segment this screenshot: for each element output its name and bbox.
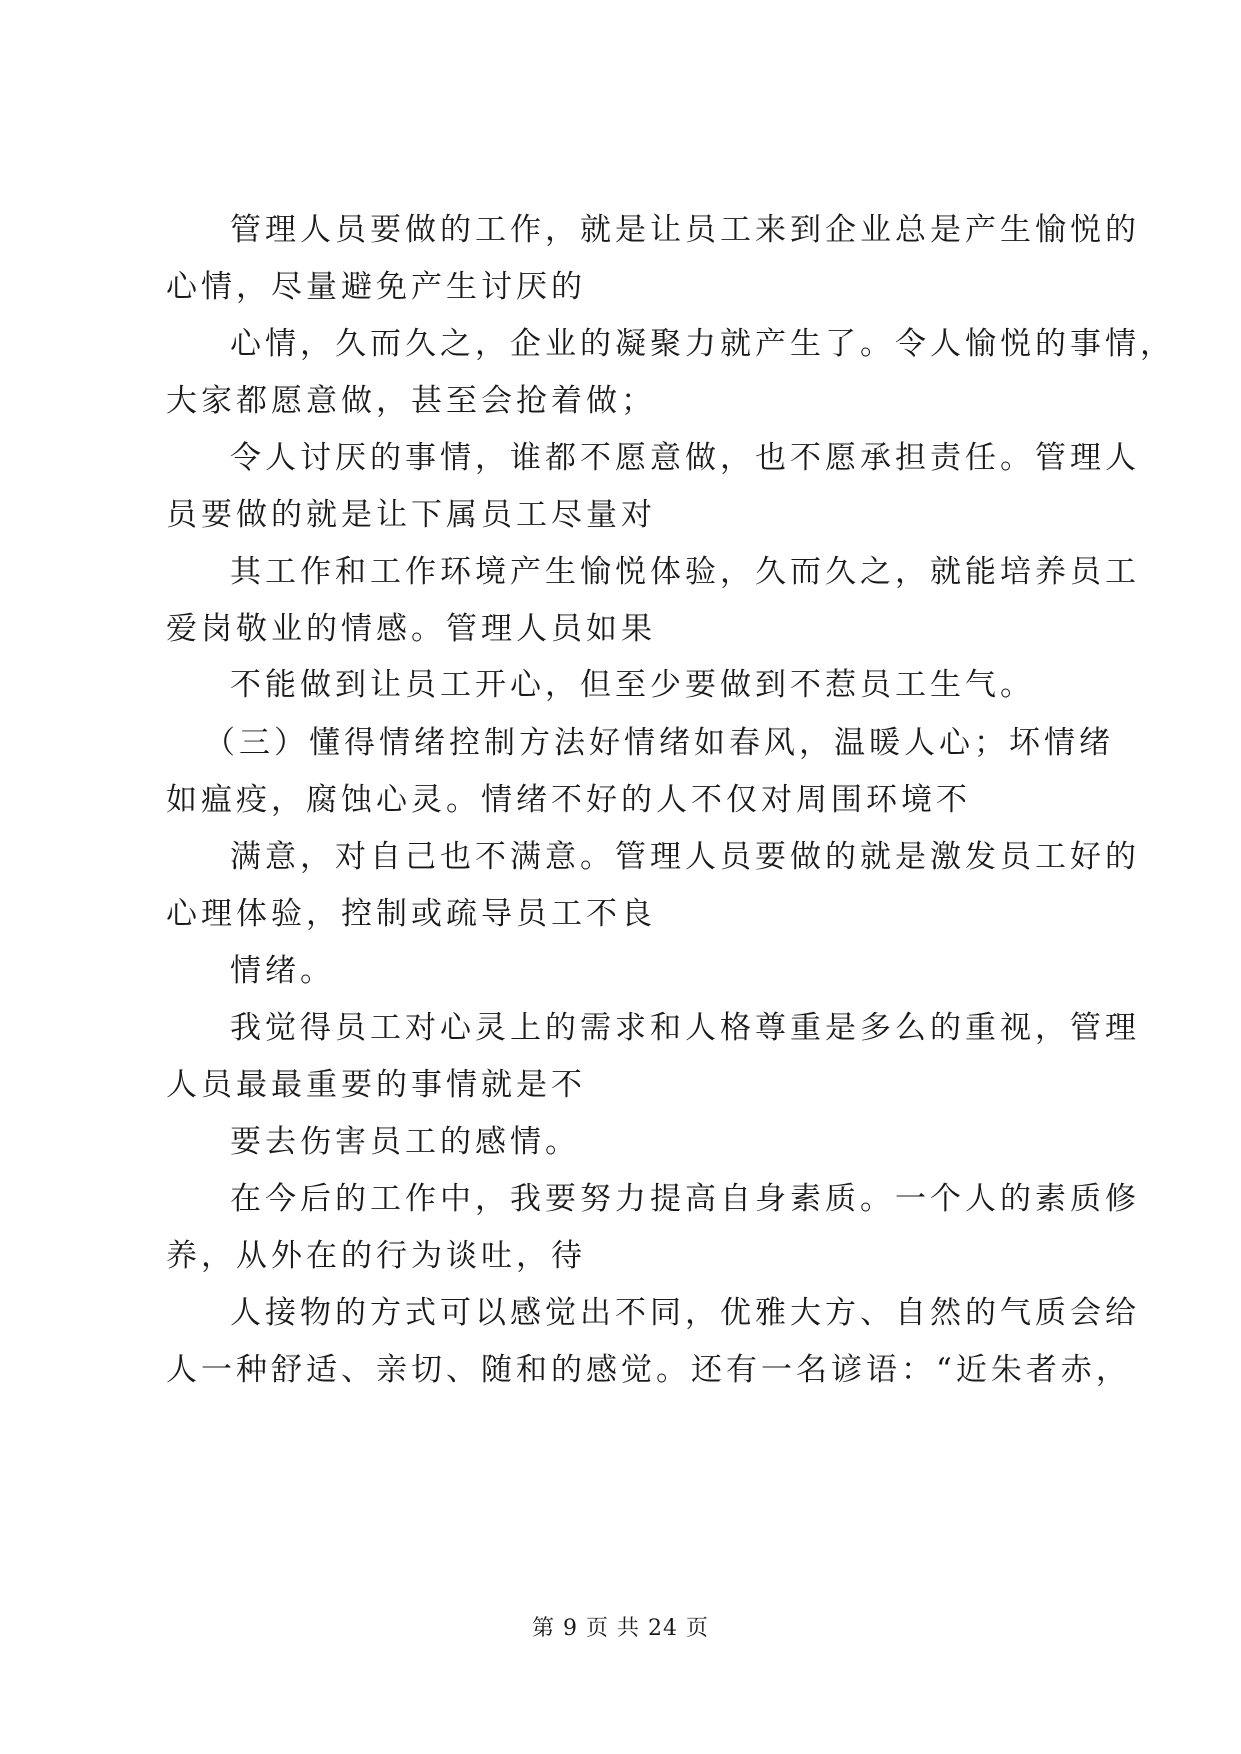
paragraph-line: 如瘟疫，腐蚀心灵。情绪不好的人不仅对周围环境不 xyxy=(166,782,971,818)
paragraph-line: 大家都愿意做，甚至会抢着做； xyxy=(166,383,656,419)
paragraph-line: 令人讨厌的事情，谁都不愿意做，也不愿承担责任。管理人 xyxy=(230,440,1140,476)
paragraph-line: 心情，尽量避免产生讨厌的 xyxy=(166,269,586,305)
paragraph-line: 情绪。 xyxy=(230,953,335,989)
paragraph-line: 人员最最重要的事情就是不 xyxy=(166,1067,586,1103)
paragraph-line: 心理体验，控制或疏导员工不良 xyxy=(166,896,656,932)
paragraph-line: 人接物的方式可以感觉出不同，优雅大方、自然的气质会给 xyxy=(230,1295,1140,1331)
paragraph-line: 要去伤害员工的感情。 xyxy=(230,1124,580,1160)
paragraph-line: 其工作和工作环境产生愉悦体验，久而久之，就能培养员工 xyxy=(230,554,1140,590)
paragraph-line: 不能做到让员工开心，但至少要做到不惹员工生气。 xyxy=(230,667,1035,703)
paragraph-line: 养，从外在的行为谈吐，待 xyxy=(166,1238,586,1274)
paragraph-line: 心情，久而久之，企业的凝聚力就产生了。令人愉悦的事情， xyxy=(230,326,1175,362)
paragraph-line: 员要做的就是让下属员工尽量对 xyxy=(166,497,656,533)
paragraph-line: 我觉得员工对心灵上的需求和人格尊重是多么的重视，管理 xyxy=(230,1010,1140,1046)
paragraph-line: 在今后的工作中，我要努力提高自身素质。一个人的素质修 xyxy=(230,1181,1140,1217)
paragraph-line: 爱岗敬业的情感。管理人员如果 xyxy=(166,611,656,647)
paragraph-line: 满意，对自己也不满意。管理人员要做的就是激发员工好的 xyxy=(230,839,1140,875)
section-heading-line: （三）懂得情绪控制方法好情绪如春风，温暖人心；坏情绪 xyxy=(204,725,1114,761)
paragraph-line: 管理人员要做的工作，就是让员工来到企业总是产生愉悦的 xyxy=(230,212,1140,248)
page-number-footer: 第 9 页 共 24 页 xyxy=(532,1616,709,1641)
paragraph-line: 人一种舒适、亲切、随和的感觉。还有一名谚语：“近朱者赤， xyxy=(166,1352,1131,1388)
